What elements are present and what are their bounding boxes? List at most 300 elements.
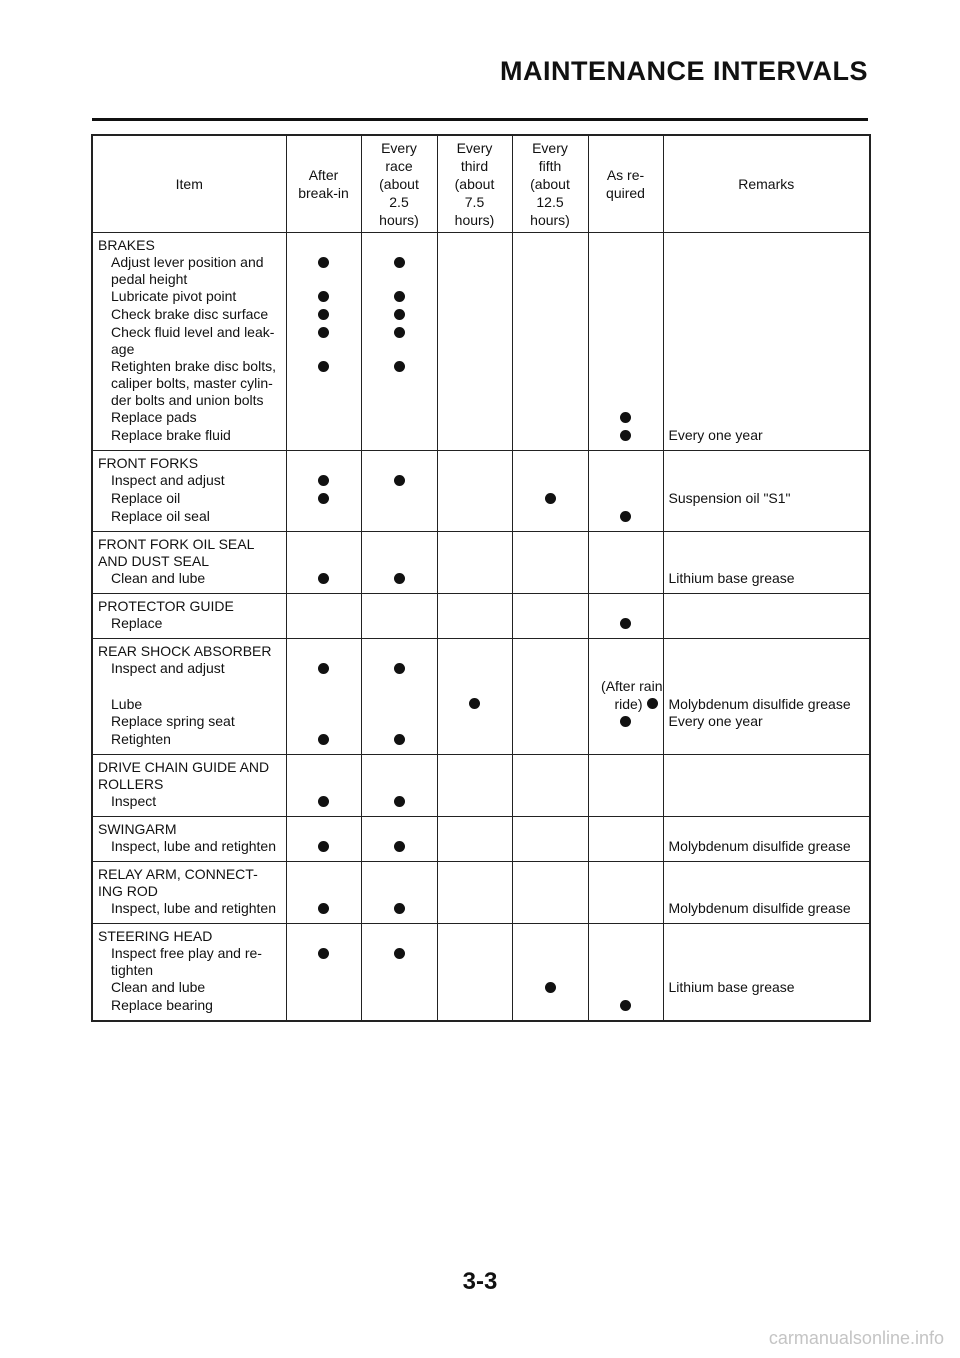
empty-cell [588,639,663,661]
interval-cell [588,254,663,288]
interval-cell [588,979,663,997]
interval-cell [437,472,512,490]
empty-cell [588,233,663,255]
empty-cell [286,451,361,473]
title-rule [92,118,868,121]
interval-cell [588,508,663,532]
table-row [92,713,870,731]
interval-cell [286,615,361,639]
interval-cell [286,900,361,924]
remarks-cell: Molybdenum disulfide grease [663,838,870,862]
item-cell: Inspect [92,793,286,817]
column-header-after-break-in: After break-in [286,135,361,233]
interval-cell [588,306,663,324]
interval-cell [361,324,437,358]
empty-cell [588,451,663,473]
item-cell: Check brake disc surface [92,306,286,324]
item-cell: Retighten brake disc bolts, caliper bolts, master cylin-der bolts and union bolts [92,358,286,409]
interval-cell [361,254,437,288]
item-cell: Inspect, lube and retighten [92,838,286,862]
table-row [92,570,870,594]
interval-cell [437,731,512,755]
empty-cell [286,532,361,571]
empty-cell [512,817,588,839]
interval-cell [512,427,588,451]
empty-cell [512,924,588,946]
interval-cell [512,979,588,997]
interval-cell [361,306,437,324]
filled-circle-icon [318,361,329,372]
empty-cell [663,532,870,571]
interval-cell [286,324,361,358]
empty-cell [663,594,870,616]
interval-cell [286,678,361,713]
interval-cell [437,490,512,508]
interval-cell [286,660,361,678]
remarks-cell [663,615,870,639]
interval-cell [588,358,663,409]
interval-cell [361,793,437,817]
table-row [92,490,870,508]
interval-cell [286,254,361,288]
interval-cell [361,490,437,508]
interval-cell [437,660,512,678]
table-row [92,731,870,755]
interval-cell [437,713,512,731]
interval-cell [286,793,361,817]
empty-cell [588,862,663,901]
interval-cell [361,731,437,755]
group-label: STEERING HEAD [92,924,286,946]
filled-circle-icon [545,493,556,504]
table-row [92,508,870,532]
remarks-cell [663,306,870,324]
filled-circle-icon [394,796,405,807]
interval-cell [512,409,588,427]
empty-cell [361,924,437,946]
filled-circle-icon [394,475,405,486]
interval-cell [512,472,588,490]
interval-cell [512,731,588,755]
filled-circle-icon [620,618,631,629]
filled-circle-icon [647,698,658,709]
item-cell: Replace oil [92,490,286,508]
remarks-cell: Molybdenum disulfide grease [663,900,870,924]
interval-cell [437,358,512,409]
empty-cell [361,639,437,661]
group-label: PROTECTOR GUIDE [92,594,286,616]
column-header-remarks: Remarks [663,135,870,233]
table-header-row [92,135,870,233]
filled-circle-icon [318,841,329,852]
interval-cell [286,409,361,427]
empty-cell [588,532,663,571]
group-header-row [92,594,870,616]
column-header-every-race: Every race (about 2.5 hours) [361,135,437,233]
group-label: FRONT FORKS [92,451,286,473]
interval-cell [286,427,361,451]
table-row [92,254,870,288]
empty-cell [361,862,437,901]
table-row [92,997,870,1021]
filled-circle-icon [394,948,405,959]
filled-circle-icon [394,663,405,674]
filled-circle-icon [394,291,405,302]
interval-cell [437,900,512,924]
page-number: 3-3 [462,1268,498,1295]
table-row [92,838,870,862]
interval-cell [512,570,588,594]
interval-cell [361,508,437,532]
interval-cell [361,409,437,427]
filled-circle-icon [394,734,405,745]
table-row [92,615,870,639]
group-header-row [92,532,870,571]
empty-cell [286,862,361,901]
table-row [92,324,870,358]
interval-cell [361,570,437,594]
interval-cell [361,900,437,924]
interval-cell [588,678,663,713]
interval-cell [437,508,512,532]
interval-cell [437,793,512,817]
interval-cell [588,997,663,1021]
table-row [92,472,870,490]
interval-cell [588,660,663,678]
empty-cell [361,233,437,255]
column-header-item: Item [92,135,286,233]
interval-cell [588,409,663,427]
interval-cell [286,472,361,490]
empty-cell [512,639,588,661]
group-header-row [92,862,870,901]
empty-cell [361,451,437,473]
remarks-cell [663,660,870,678]
item-cell: Inspect free play and re-tighten [92,945,286,979]
table-row [92,945,870,979]
remarks-cell: Every one year [663,713,870,731]
interval-cell [512,254,588,288]
empty-cell [286,639,361,661]
item-cell: Replace spring seat [92,713,286,731]
column-header-every-fifth: Every fifth (about 12.5 hours) [512,135,588,233]
empty-cell [663,862,870,901]
filled-circle-icon [318,257,329,268]
interval-cell [588,490,663,508]
interval-cell [361,358,437,409]
interval-cell [512,615,588,639]
empty-cell [437,817,512,839]
group-label: BRAKES [92,233,286,255]
group-label: FRONT FORK OIL SEAL AND DUST SEAL [92,532,286,571]
group-header-row [92,233,870,255]
empty-cell [286,755,361,794]
interval-cell [286,570,361,594]
interval-cell [512,793,588,817]
interval-cell [512,678,588,713]
maintenance-intervals-table [91,134,871,1022]
interval-cell [361,472,437,490]
remarks-cell [663,508,870,532]
interval-cell [512,490,588,508]
table-row [92,793,870,817]
filled-circle-icon [318,663,329,674]
group-label: SWINGARM [92,817,286,839]
group-header-row [92,755,870,794]
filled-circle-icon [394,841,405,852]
interval-cell [512,288,588,306]
empty-cell [286,233,361,255]
remarks-cell [663,409,870,427]
item-cell: Clean and lube [92,570,286,594]
table-row [92,358,870,409]
empty-cell [663,451,870,473]
interval-cell [286,838,361,862]
interval-cell [588,731,663,755]
empty-cell [588,594,663,616]
remarks-cell: Lithium base grease [663,979,870,997]
empty-cell [512,233,588,255]
filled-circle-icon [318,573,329,584]
filled-circle-icon [394,361,405,372]
interval-cell [512,838,588,862]
filled-circle-icon [318,493,329,504]
interval-cell [437,979,512,997]
remarks-cell [663,254,870,288]
interval-cell [588,427,663,451]
filled-circle-icon [394,257,405,268]
interval-cell [286,997,361,1021]
group-label: RELAY ARM, CONNECT-ING ROD [92,862,286,901]
filled-circle-icon [469,698,480,709]
interval-cell [361,288,437,306]
empty-cell [437,233,512,255]
table-row [92,979,870,997]
interval-cell [588,615,663,639]
interval-cell [286,713,361,731]
empty-cell [663,755,870,794]
column-header-as-required: As re- quired [588,135,663,233]
empty-cell [512,862,588,901]
group-header-row [92,817,870,839]
interval-cell [588,324,663,358]
interval-cell [286,508,361,532]
page-title: MAINTENANCE INTERVALS [499,56,868,86]
filled-circle-icon [394,903,405,914]
interval-cell [588,288,663,306]
interval-cell [588,472,663,490]
item-cell: Check fluid level and leak-age [92,324,286,358]
filled-circle-icon [318,327,329,338]
interval-cell [512,900,588,924]
empty-cell [437,924,512,946]
interval-cell [437,997,512,1021]
interval-cell [437,570,512,594]
interval-cell [512,997,588,1021]
empty-cell [286,817,361,839]
empty-cell [663,924,870,946]
filled-circle-icon [620,511,631,522]
interval-cell [588,838,663,862]
interval-cell [588,900,663,924]
interval-cell [286,945,361,979]
empty-cell [663,639,870,661]
interval-cell [286,358,361,409]
remarks-cell: Every one year [663,427,870,451]
remarks-cell [663,288,870,306]
empty-cell [512,532,588,571]
table-row [92,306,870,324]
item-cell: Clean and lube [92,979,286,997]
remarks-cell: Lithium base grease [663,570,870,594]
interval-cell [361,427,437,451]
empty-cell [361,817,437,839]
interval-cell [437,945,512,979]
group-header-row [92,451,870,473]
interval-cell [512,358,588,409]
filled-circle-icon [394,573,405,584]
interval-cell [361,615,437,639]
empty-cell [361,755,437,794]
table-row [92,900,870,924]
interval-cell [437,409,512,427]
item-cell: Inspect, lube and retighten [92,900,286,924]
watermark: carmanualsonline.info [768,1328,944,1348]
empty-cell [663,817,870,839]
empty-cell [437,594,512,616]
remarks-cell: Molybdenum disulfide grease [663,678,870,713]
remarks-cell [663,731,870,755]
item-cell: Inspect and adjust [92,472,286,490]
empty-cell [437,451,512,473]
column-header-every-third: Every third (about 7.5 hours) [437,135,512,233]
interval-cell [512,713,588,731]
table-body [92,233,870,1022]
filled-circle-icon [394,327,405,338]
empty-cell [437,862,512,901]
filled-circle-icon [318,291,329,302]
table-row [92,427,870,451]
item-cell: Replace oil seal [92,508,286,532]
remarks-cell: Suspension oil "S1" [663,490,870,508]
interval-cell [588,793,663,817]
filled-circle-icon [318,796,329,807]
empty-cell [512,755,588,794]
filled-circle-icon [545,982,556,993]
filled-circle-icon [620,430,631,441]
empty-cell [512,594,588,616]
filled-circle-icon [318,309,329,320]
empty-cell [588,817,663,839]
interval-cell [361,660,437,678]
group-label: DRIVE CHAIN GUIDE AND ROLLERS [92,755,286,794]
empty-cell [361,532,437,571]
item-cell: Retighten [92,731,286,755]
interval-cell [588,713,663,731]
interval-cell [286,306,361,324]
table-row [92,288,870,306]
empty-cell [286,594,361,616]
item-cell: Lube [92,678,286,713]
interval-cell [361,838,437,862]
interval-cell [588,945,663,979]
empty-cell [361,594,437,616]
interval-cell [437,324,512,358]
interval-cell [512,945,588,979]
interval-cell [588,570,663,594]
filled-circle-icon [318,948,329,959]
filled-circle-icon [620,412,631,423]
empty-cell [588,924,663,946]
interval-cell [361,678,437,713]
interval-cell [437,615,512,639]
interval-cell [437,838,512,862]
empty-cell [588,755,663,794]
filled-circle-icon [318,734,329,745]
interval-cell [512,324,588,358]
interval-cell [437,254,512,288]
item-cell: Replace [92,615,286,639]
remarks-cell [663,945,870,979]
filled-circle-icon [620,1000,631,1011]
item-cell: Lubricate pivot point [92,288,286,306]
group-header-row [92,924,870,946]
empty-cell [286,924,361,946]
remarks-cell [663,324,870,358]
interval-cell [361,979,437,997]
empty-cell [663,233,870,255]
item-cell: Adjust lever position and pedal height [92,254,286,288]
interval-cell [286,979,361,997]
interval-cell [361,945,437,979]
table-row [92,678,870,713]
filled-circle-icon [318,475,329,486]
filled-circle-icon [620,716,631,727]
interval-cell [361,713,437,731]
interval-cell [437,288,512,306]
interval-cell [512,660,588,678]
remarks-cell [663,997,870,1021]
interval-cell [286,731,361,755]
table-row [92,660,870,678]
item-cell: Inspect and adjust [92,660,286,678]
empty-cell [437,639,512,661]
remarks-cell [663,358,870,409]
interval-cell [361,997,437,1021]
interval-cell [437,678,512,713]
item-cell: Replace pads [92,409,286,427]
group-label: REAR SHOCK ABSORBER [92,639,286,661]
interval-cell [437,306,512,324]
item-cell: Replace brake fluid [92,427,286,451]
interval-cell [437,427,512,451]
interval-cell [512,306,588,324]
table-row [92,409,870,427]
empty-cell [512,451,588,473]
empty-cell [437,532,512,571]
item-cell: Replace bearing [92,997,286,1021]
interval-note: (After rain ride) [601,678,663,712]
interval-cell [286,288,361,306]
filled-circle-icon [318,903,329,914]
filled-circle-icon [394,309,405,320]
remarks-cell [663,472,870,490]
group-header-row [92,639,870,661]
interval-cell [512,508,588,532]
interval-cell [286,490,361,508]
remarks-cell [663,793,870,817]
empty-cell [437,755,512,794]
